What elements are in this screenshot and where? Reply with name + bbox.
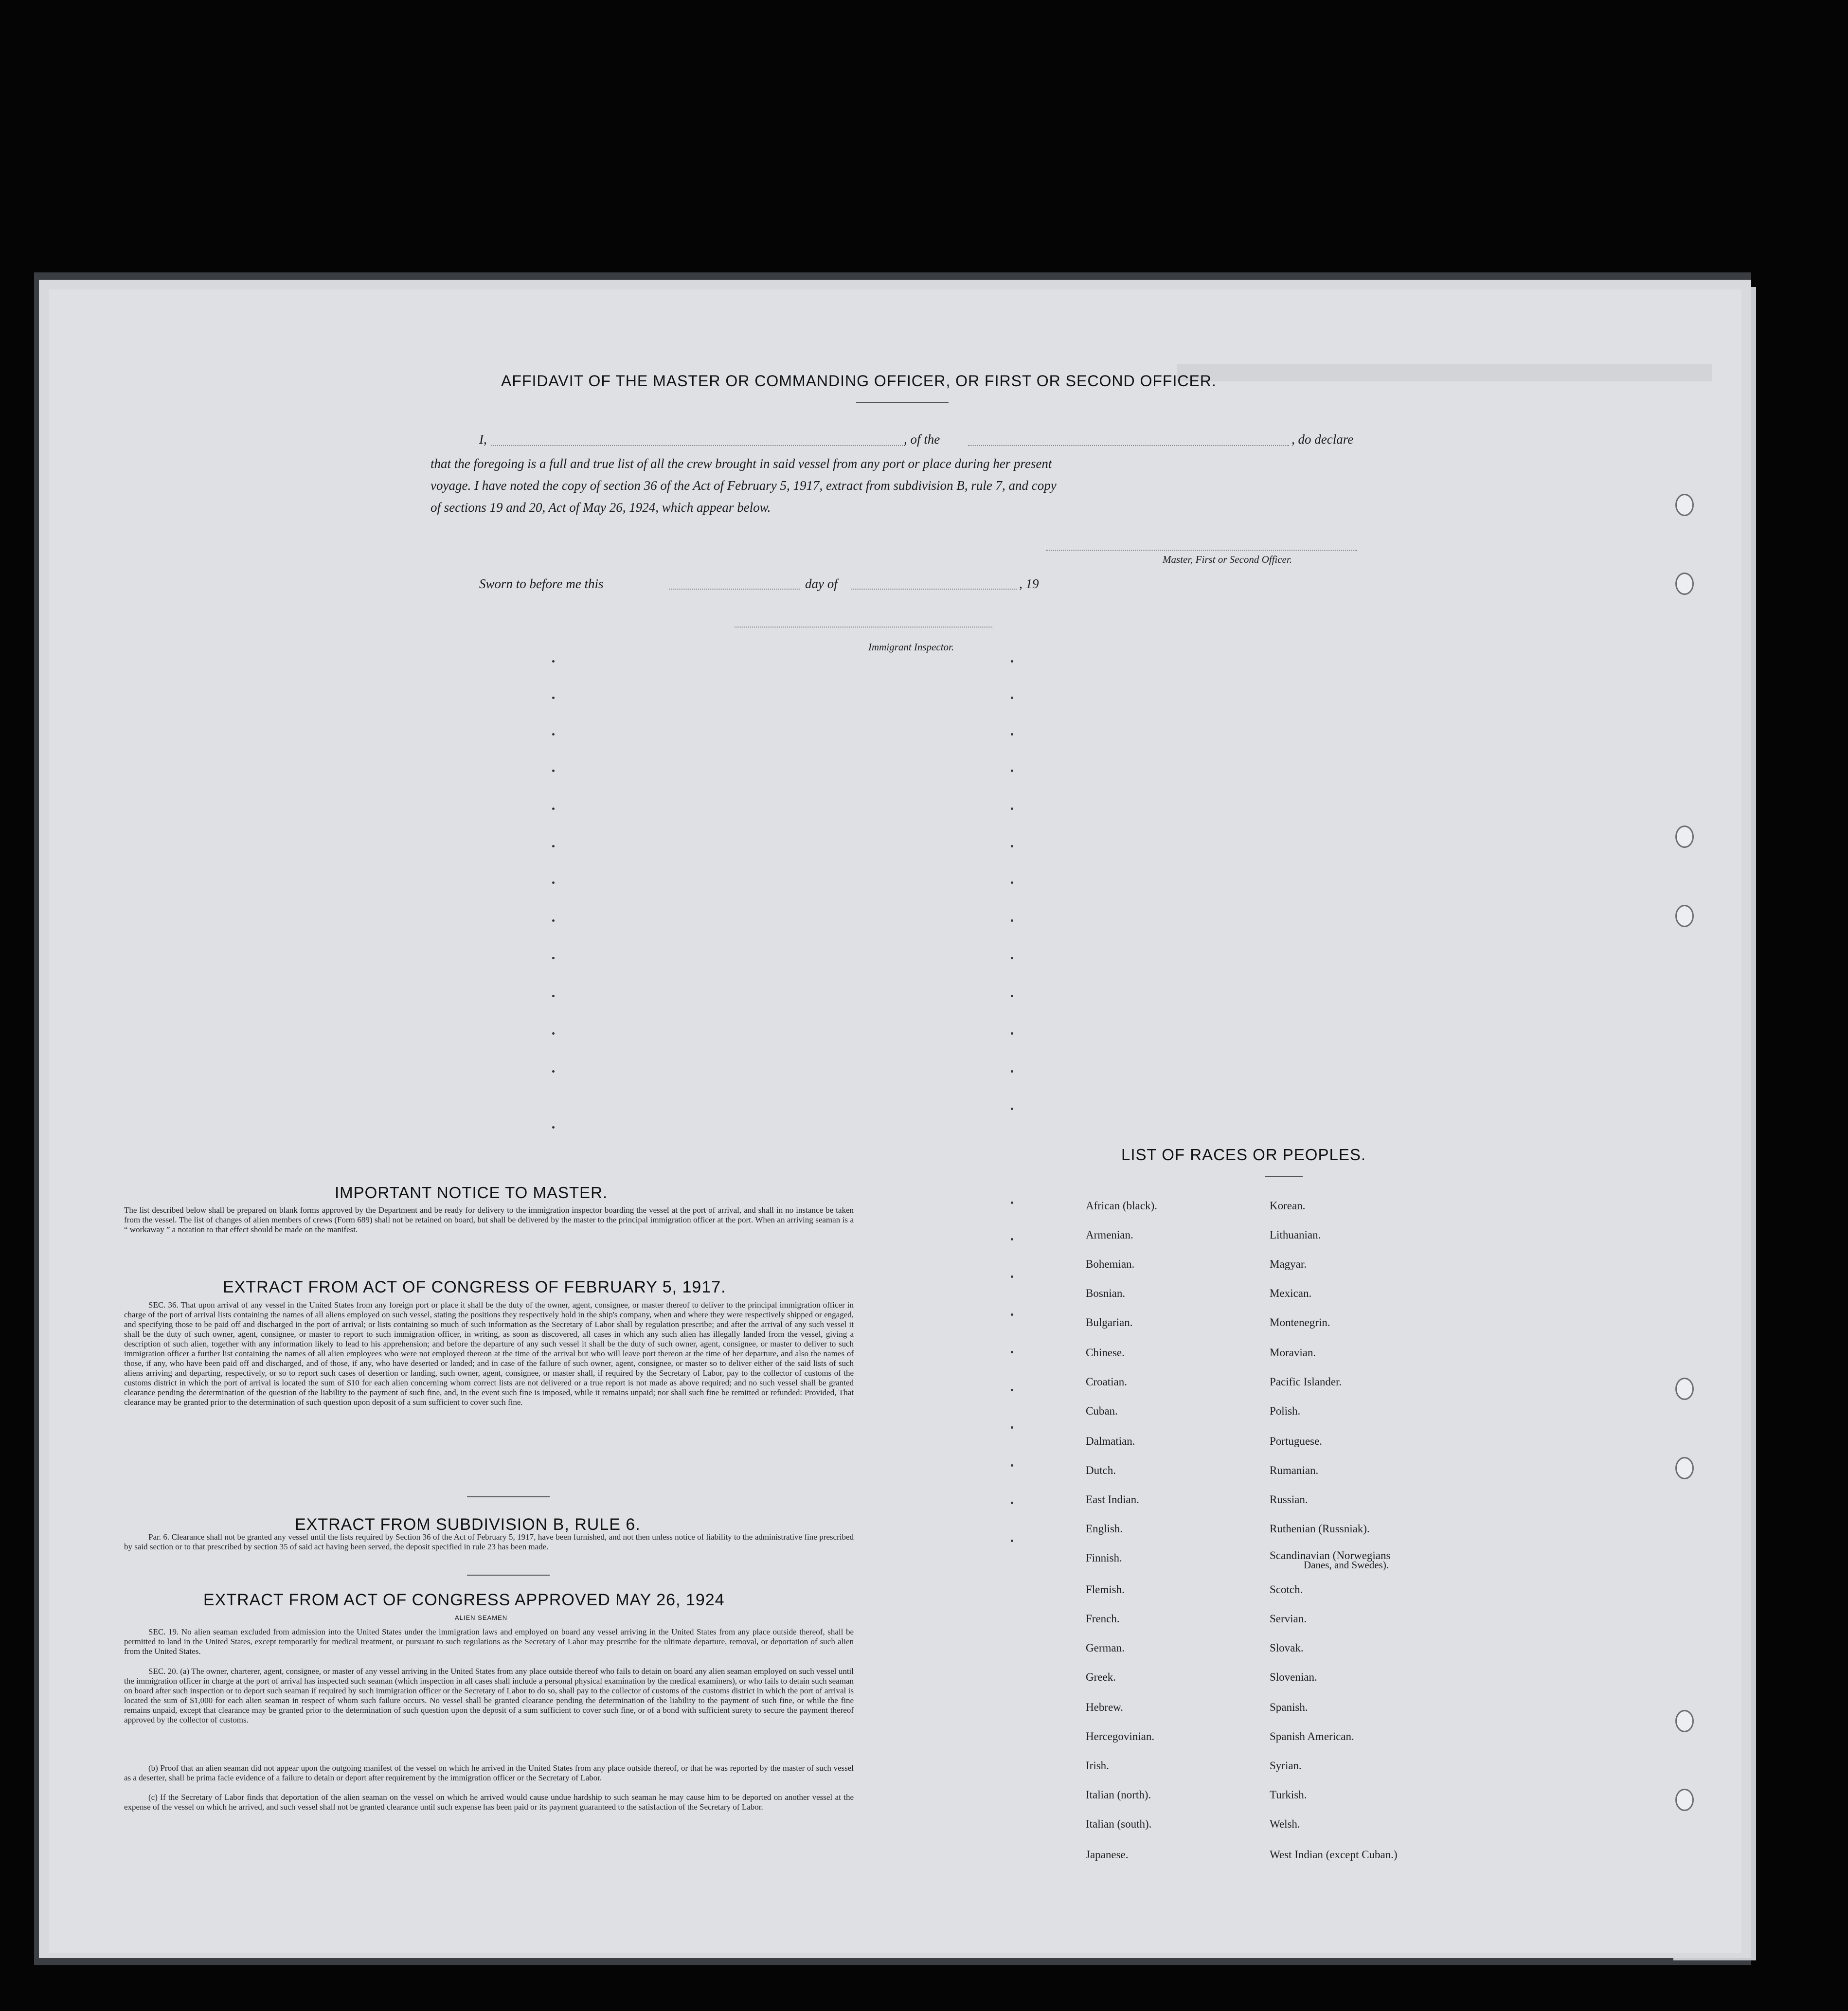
race-item: Hebrew.: [1086, 1701, 1124, 1713]
race-item: Cuban.: [1086, 1405, 1118, 1417]
extract-1924-sec20c: (c) If the Secretary of Labor finds that deportation of the alien seaman on the vessel on which he arrived would cause undue hardship to such seaman he may cause him to be deported on another vessel at the expense of the vessel on which he arrived, and such vessel shall not be granted clearance until such expense has been paid or its payment guaranteed to the satisfaction of the Secretary of Labor.: [124, 1793, 854, 1812]
section-divider: [467, 1575, 550, 1576]
dot-mark: [1011, 957, 1013, 959]
race-item: West Indian (except Cuban.): [1270, 1849, 1398, 1861]
dot-mark: [1011, 881, 1013, 884]
race-item: Italian (south).: [1086, 1818, 1152, 1830]
dot-mark: [1011, 1540, 1013, 1542]
race-item: Lithuanian.: [1270, 1229, 1321, 1241]
race-item: Ruthenian (Russniak).: [1270, 1523, 1370, 1535]
affidavit-title: AFFIDAVIT OF THE MASTER OR COMMANDING OFFICER, OR FIRST OR SECOND OFFICER.: [501, 372, 1217, 390]
race-item: Scandinavian (Norwegians: [1270, 1549, 1391, 1562]
extract-1917-title: EXTRACT FROM ACT OF CONGRESS OF FEBRUARY 5, 1917.: [223, 1278, 726, 1296]
dot-mark: [1011, 919, 1013, 922]
declaration-line-1: that the foregoing is a full and true list of all the crew brought in said vessel from any port or place during her present: [431, 456, 1052, 471]
dot-mark: [1011, 808, 1013, 810]
sworn-label: Sworn to before me this: [479, 576, 604, 591]
title-underline: [856, 402, 949, 403]
races-title-underline: [1265, 1176, 1303, 1177]
notice-text: The list described below shall be prepared on blank forms approved by the Department and be ready for delivery to the immigration inspector boarding the vessel at the port of arrival, and shall in no instance be taken from the vessel. The list of changes of alien members of crews (Form 689) shall not be retained on board, but shall be delivered by the master to the principal immigration officer at the port. When an arriving seaman is a “ workaway ” a notation to that effect should be made on the manifest.: [124, 1205, 854, 1234]
punch-hole: [1675, 573, 1694, 595]
race-item: Polish.: [1270, 1405, 1301, 1417]
race-item: Bulgarian.: [1086, 1316, 1133, 1329]
race-item: Italian (north).: [1086, 1789, 1151, 1801]
race-item: Mexican.: [1270, 1287, 1312, 1299]
race-item: Pacific Islander.: [1270, 1376, 1342, 1388]
extract-1924-title: EXTRACT FROM ACT OF CONGRESS APPROVED MAY 26, 1924: [203, 1591, 725, 1609]
races-title: LIST OF RACES OR PEOPLES.: [1121, 1146, 1366, 1164]
race-item: Spanish.: [1270, 1701, 1308, 1713]
race-item: Korean.: [1270, 1200, 1306, 1212]
i-label: I,: [479, 432, 487, 447]
race-item: Chinese.: [1086, 1347, 1125, 1359]
notice-title: IMPORTANT NOTICE TO MASTER.: [335, 1184, 608, 1202]
dot-mark: [552, 770, 555, 772]
race-item: Hercegovinian.: [1086, 1730, 1155, 1742]
dot-mark: [552, 845, 555, 847]
dot-mark: [1011, 1108, 1013, 1110]
race-item: Magyar.: [1270, 1258, 1307, 1270]
race-item: Bosnian.: [1086, 1287, 1126, 1299]
punch-hole: [1675, 1378, 1694, 1400]
dot-mark: [1011, 1275, 1013, 1278]
punch-hole: [1675, 1789, 1694, 1811]
race-item: Moravian.: [1270, 1347, 1316, 1359]
day-of-label: day of: [805, 576, 838, 591]
race-item: Rumanian.: [1270, 1464, 1319, 1476]
year-label: , 19: [1019, 576, 1039, 591]
extract-rule6-text: Par. 6. Clearance shall not be granted any vessel until the lists required by Section 36 of the Act of February 5, 1917, have been furnished, and not then unless notice of liability to the administrative fine prescribed by said section or to that prescribed by section 35 of said act having been served, the deposit specified in rule 23 has been made.: [124, 1532, 854, 1551]
punch-hole: [1675, 1457, 1694, 1479]
dot-mark: [1011, 1351, 1013, 1353]
declaration-line-3: of sections 19 and 20, Act of May 26, 1924, which appear below.: [431, 500, 771, 515]
race-item: Dalmatian.: [1086, 1435, 1135, 1447]
dot-mark: [552, 957, 555, 959]
inspector-signature-line: [735, 627, 992, 628]
race-item: Russian.: [1270, 1493, 1308, 1506]
extract-1924-subtitle: ALIEN SEAMEN: [455, 1614, 508, 1621]
vessel-blank: [968, 445, 1289, 446]
dot-mark: [552, 919, 555, 922]
race-item: Irish.: [1086, 1760, 1109, 1772]
race-item: Slovak.: [1270, 1642, 1304, 1654]
name-blank: [491, 445, 905, 446]
dot-mark: [552, 808, 555, 810]
race-item: Dutch.: [1086, 1464, 1116, 1476]
inspector-caption: Immigrant Inspector.: [868, 641, 954, 653]
dot-mark: [552, 697, 555, 699]
race-item: Croatian.: [1086, 1376, 1127, 1388]
race-item: Portuguese.: [1270, 1435, 1322, 1447]
extract-1924-sec19: SEC. 19. No alien seaman excluded from admission into the United States under the immigration laws and employed on board any vessel arriving in the United States from any place outside thereof, shall be permitted to land in the United States, except temporarily for medical treatment, or pursuant to such regulations as the Secretary of Labor may prescribe for the ultimate departure, removal, or deportation of such alien from the United States.: [124, 1627, 854, 1656]
of-the-label: , of the: [904, 432, 940, 447]
punch-hole: [1675, 1710, 1694, 1732]
dot-mark: [552, 1070, 555, 1073]
race-scandinavian-continuation: Danes, and Swedes).: [1304, 1559, 1389, 1571]
race-item: Slovenian.: [1270, 1671, 1317, 1683]
race-item: Bohemian.: [1086, 1258, 1135, 1270]
declaration-line-2: voyage. I have noted the copy of section 36 of the Act of February 5, 1917, extract from subdivision B, rule 7, and copy: [431, 478, 1057, 493]
race-item: Greek.: [1086, 1671, 1116, 1683]
race-item: Spanish American.: [1270, 1730, 1354, 1742]
dot-mark: [552, 995, 555, 997]
extract-1917-text: SEC. 36. That upon arrival of any vessel in the United States from any foreign port or place it shall be the duty of the owner, agent, consignee, or master thereof to deliver to the principal immigration officer in charge of the port of arrival lists containing the names of all aliens employed on such vessel, stating the positions they respectively hold in the ship's company, when and where they were respectively shipped or engaged, and specifying those to be paid off and discharged in the port of arrival; or lists containing so much of such information as the Secretary of Labor shall by regulation prescribe; and after the arrival of any such vessel it shall be the duty of such owner, agent, consignee, or master to report to such immigration officer, in writing, as soon as discovered, all cases in which any such alien has illegally landed from the vessel, giving a description of such alien, together with any information likely to lead to his apprehension; and before the departure of any such vessel it shall be the duty of such owner, agent, consignee, or master to deliver to such immigration officer a further list containing the names of all alien employees who were not employed thereon at the time of the arrival but who will leave port thereon at the time of her departure, and also the names of those, if any, who have been paid off and discharged, and of those, if any, who have deserted or landed; and in case of the failure of such owner, agent, consignee, or master so to deliver either of the said lists of such aliens arriving and departing, respectively, or so to report such cases of desertion or landing, such owner, agent, consignee, or master shall, if required by the Secretary of Labor, pay to the collector of customs of the customs district in which the port of arrival is located the sum of $10 for each alien concerning whom correct lists are not delivered or a true report is not made as above required; and no such vessel shall be granted clearance pending the determination of the question of the liability to the payment of such fine, and, in the event such fine is imposed, while it remains unpaid; nor shall such fine be remitted or refunded: Provided, That clearance may be granted prior to the determination of such question upon deposit of a sum sufficient to cover such fine.: [124, 1300, 854, 1407]
dot-mark: [1011, 770, 1013, 772]
race-item: Servian.: [1270, 1613, 1307, 1625]
dot-mark: [1011, 1032, 1013, 1035]
race-item: Flemish.: [1086, 1583, 1125, 1596]
dot-mark: [552, 1126, 555, 1129]
dot-mark: [1011, 733, 1013, 736]
dot-mark: [1011, 1502, 1013, 1504]
race-item: Armenian.: [1086, 1229, 1133, 1241]
dot-mark: [1011, 1464, 1013, 1467]
dot-mark: [552, 881, 555, 884]
race-item: Japanese.: [1086, 1849, 1129, 1861]
race-item: Finnish.: [1086, 1552, 1122, 1564]
race-item: French.: [1086, 1613, 1120, 1625]
race-item: Turkish.: [1270, 1789, 1307, 1801]
master-signature-line: [1046, 550, 1357, 551]
punch-hole: [1675, 826, 1694, 848]
race-item: German.: [1086, 1642, 1125, 1654]
race-item: English.: [1086, 1523, 1123, 1535]
dot-mark: [1011, 1070, 1013, 1073]
bleed-through-heading: [1177, 364, 1712, 381]
race-item: Syrian.: [1270, 1760, 1302, 1772]
race-item: East Indian.: [1086, 1493, 1139, 1506]
race-item: African (black).: [1086, 1200, 1157, 1212]
dot-mark: [1011, 660, 1013, 663]
dot-mark: [1011, 1238, 1013, 1240]
extract-rule6-title: EXTRACT FROM SUBDIVISION B, RULE 6.: [295, 1515, 641, 1534]
dot-mark: [552, 1032, 555, 1035]
extract-1924-sec20b: (b) Proof that an alien seaman did not appear upon the outgoing manifest of the vessel on which he arrived in the United States from any place outside thereof, or that he was reported by the master of such vessel as a deserter, shall be prima facie evidence of a failure to detain or deport after requirement by the immigration officer or the Secretary of Labor.: [124, 1763, 854, 1782]
do-declare-label: , do declare: [1292, 432, 1354, 447]
dot-mark: [552, 660, 555, 663]
dot-mark: [1011, 1313, 1013, 1316]
dot-mark: [1011, 1389, 1013, 1391]
dot-mark: [1011, 697, 1013, 699]
day-blank: [669, 589, 800, 590]
race-item: Scotch.: [1270, 1583, 1303, 1596]
dot-mark: [1011, 1426, 1013, 1429]
punch-hole: [1675, 494, 1694, 516]
dot-mark: [552, 733, 555, 736]
month-blank: [851, 589, 1017, 590]
race-item: Montenegrin.: [1270, 1316, 1330, 1329]
section-divider: [467, 1496, 550, 1497]
dot-mark: [1011, 845, 1013, 847]
dot-mark: [1011, 1202, 1013, 1204]
extract-1924-sec20a: SEC. 20. (a) The owner, charterer, agent, consignee, or master of any vessel arriving in the United States from any place outside thereof who fails to detain on board any alien seaman employed on such vessel until the immigration officer in charge at the port of arrival has inspected such seaman (which inspection in all cases shall include a personal physical examination by the medical examiners), or who fails to detain such seaman on board after such inspection or to deport such seaman if required by such immigration officer or the Secretary of Labor to do so, shall pay to the collector of customs of the customs district in which the port of arrival is located the sum of $1,000 for each alien seaman in respect of whom such failure occurs. No vessel shall be granted clearance pending the determination of the liability to the payment of such fine, or while the fine remains unpaid, except that clearance may be granted prior to the determination of such question upon the deposit of a sum sufficient to cover such fine, or of a bond with sufficient surety to secure the payment thereof approved by the collector of customs.: [124, 1667, 854, 1724]
dot-mark: [1011, 995, 1013, 997]
race-item: Welsh.: [1270, 1818, 1300, 1830]
punch-hole: [1675, 905, 1694, 927]
signature-caption: Master, First or Second Officer.: [1163, 554, 1292, 565]
